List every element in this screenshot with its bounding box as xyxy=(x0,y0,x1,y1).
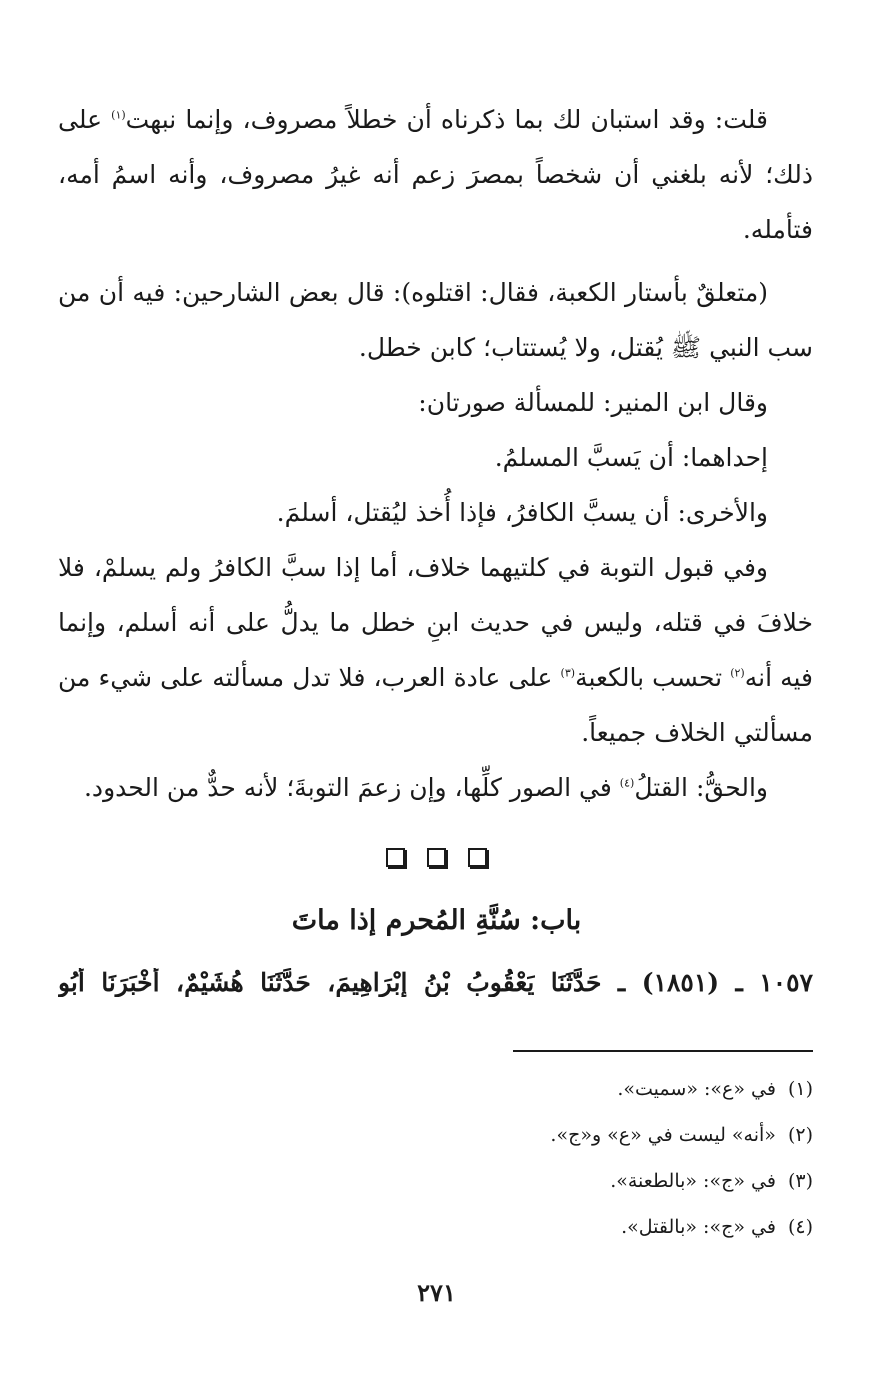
paragraph-3: وقال ابن المنير: للمسألة صورتان: xyxy=(418,388,768,417)
chapter-label: باب: xyxy=(530,905,582,936)
footnote-text: «أنه» ليست في «ع» و«ج». xyxy=(550,1124,776,1146)
paragraph-text: قلت: وقد استبان لك بما ذكرناه أن خطلاً مصروف، وإنما نبهت xyxy=(125,105,768,134)
paragraph-2: (متعلقٌ بأستار الكعبة، فقال: اقتلوه): قال بعض الشارحين: فيه أن من سب النبي ﷺ يُقتل، ولا يُستتاب؛ كابن خطل. xyxy=(58,278,813,362)
footnote-2 xyxy=(58,1112,813,1158)
footnote-1 xyxy=(58,1066,813,1112)
paragraph-text: على ذلك؛ لأنه بلغني أن شخصاً بمصرَ زعم أنه غيرُ مصروف، وأنه اسمُ أمه، فتأمله. xyxy=(58,105,813,244)
footnote-4 xyxy=(58,1204,813,1250)
footnote-number: (١) xyxy=(787,1078,813,1100)
footnote-ref-1[interactable]: (١) xyxy=(111,108,126,122)
footnote-ref-4[interactable]: (٤) xyxy=(619,776,635,790)
footnote-ref-2[interactable]: (٢) xyxy=(730,666,745,680)
paragraph-text: والحقُّ: القتلُ xyxy=(634,773,768,802)
page-number: ٢٧١ xyxy=(417,1278,456,1307)
chapter-heading xyxy=(0,905,873,936)
paragraph-1 xyxy=(58,92,813,257)
paragraph-6 xyxy=(58,540,813,760)
footnote-text: في «ع»: «سميت». xyxy=(617,1078,776,1100)
chapter-title: سُنَّةِ المُحرم إذا ماتَ xyxy=(291,905,531,936)
hadith-opening-line: ١٠٥٧ ـ (١٨٥١) ـ حَدَّثَنَا يَعْقُوبُ بْنُ إِبْرَاهِيمَ، حَدَّثَنَا هُشَيْمٌ، أَخْبَرَنَا أَبُو xyxy=(58,968,813,997)
footnote-separator xyxy=(513,1050,813,1052)
square-ornament-icon xyxy=(427,848,446,867)
footnotes xyxy=(58,1066,813,1250)
paragraph-5: والأخرى: أن يسبَّ الكافرُ، فإذا أُخذ ليُقتل، أسلمَ. xyxy=(276,498,768,527)
paragraph-text: تحسب بالكعبة xyxy=(575,663,731,692)
main-text xyxy=(58,92,813,815)
square-ornament-icon xyxy=(386,848,405,867)
square-ornament-icon xyxy=(468,848,487,867)
paragraph-text: في الصور كلِّها، وإن زعمَ التوبةَ؛ لأنه حدٌّ من الحدود. xyxy=(83,773,620,802)
footnote-text: في «ج»: «بالقتل». xyxy=(621,1216,776,1238)
paragraph-4: إحداهما: أن يَسبَّ المسلمُ. xyxy=(494,443,768,472)
paragraph-text: وفي قبول التوبة في كلتيهما خلاف، أما إذا سبَّ الكافرُ ولم يسلمْ، فلا خلافَ في قتله، وليس في حديث ابنِ خطل ما يدلُّ على أنه أسلم، وإنما فيه أنه xyxy=(58,553,813,692)
section-divider-ornament xyxy=(0,848,873,871)
paragraph-text: على عادة العرب، فلا تدل مسألته على شيء من مسألتي الخلاف جميعاً. xyxy=(58,663,813,747)
footnote-text: في «ج»: «بالطعنة». xyxy=(610,1170,776,1192)
footnote-number: (٢) xyxy=(787,1124,813,1146)
footnote-number: (٣) xyxy=(787,1170,813,1192)
paragraph-7 xyxy=(58,760,813,815)
footnote-3 xyxy=(58,1158,813,1204)
footnote-ref-3[interactable]: (٣) xyxy=(560,666,576,680)
footnote-number: (٤) xyxy=(787,1216,813,1238)
